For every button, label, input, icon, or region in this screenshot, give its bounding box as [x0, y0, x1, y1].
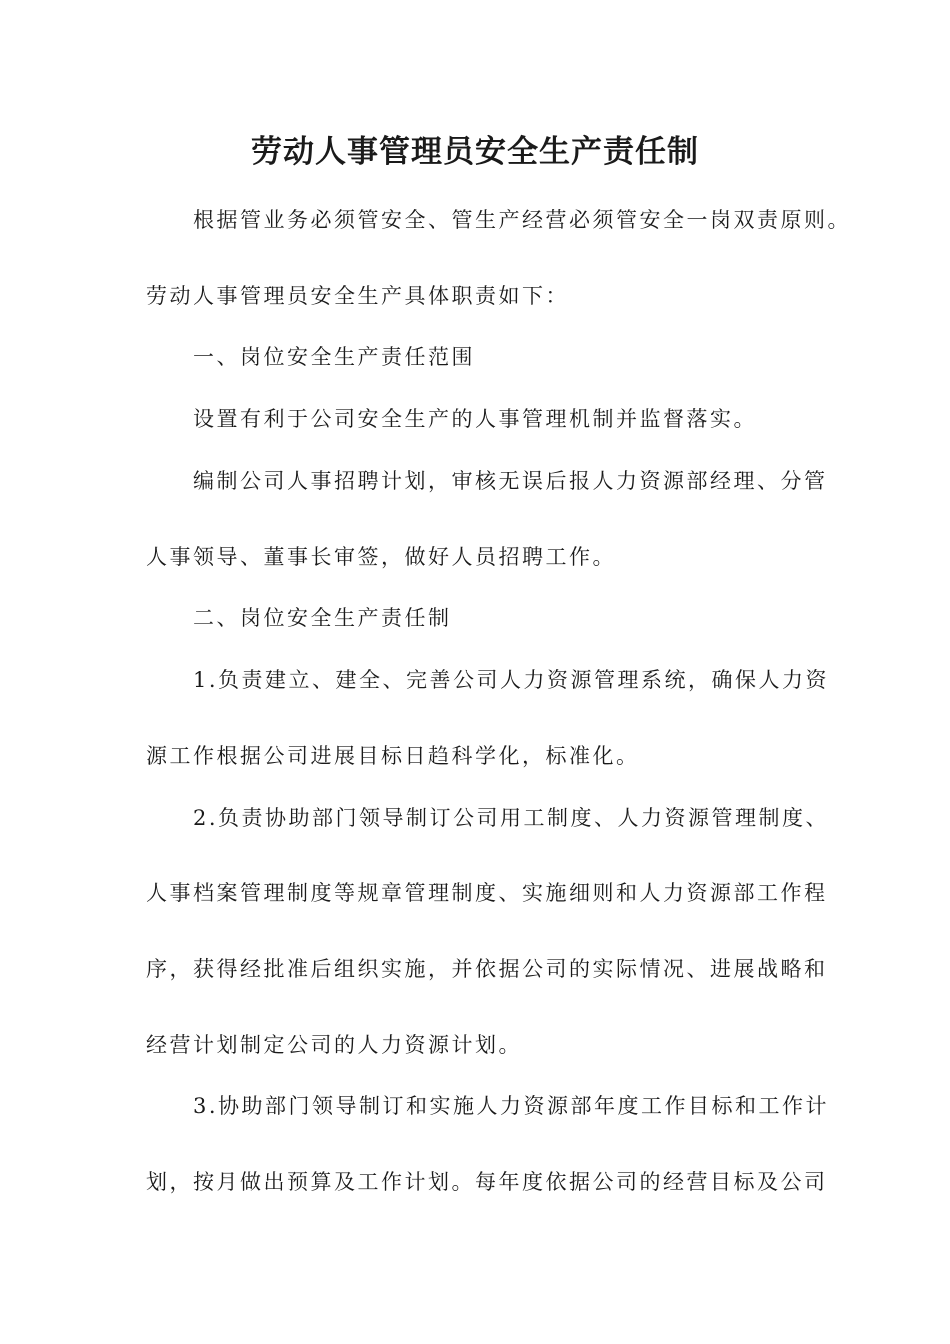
item-3-line-1: 3.协助部门领导制订和实施人力资源部年度工作目标和工作计: [193, 1094, 830, 1118]
item-3-line-2: 划，按月做出预算及工作计划。每年度依据公司的经营目标及公司: [146, 1170, 828, 1194]
paragraph-principle: 根据管业务必须管安全、管生产经营必须管安全一岗双责原则。: [193, 208, 851, 232]
item-2-line-4: 经营计划制定公司的人力资源计划。: [146, 1033, 522, 1057]
item-2-line-3: 序，获得经批准后组织实施，并依据公司的实际情况、进展战略和: [146, 957, 828, 981]
paragraph-duties-intro: 劳动人事管理员安全生产具体职责如下：: [146, 284, 569, 308]
paragraph-scope-1: 设置有利于公司安全生产的人事管理机制并监督落实。: [193, 407, 757, 431]
item-2-line-1: 2.负责协助部门领导制订公司用工制度、人力资源管理制度、: [193, 806, 830, 830]
item-1-line-1: 1.负责建立、建全、完善公司人力资源管理系统，确保人力资: [193, 668, 830, 692]
section-heading-responsibility: 二、岗位安全生产责任制: [193, 606, 452, 630]
paragraph-scope-2-line-2: 人事领导、董事长审签，做好人员招聘工作。: [146, 545, 616, 569]
section-heading-scope: 一、岗位安全生产责任范围: [193, 345, 475, 369]
item-1-line-2: 源工作根据公司进展目标日趋科学化，标准化。: [146, 744, 640, 768]
item-2-line-2: 人事档案管理制度等规章管理制度、实施细则和人力资源部工作程: [146, 881, 828, 905]
document-title: 劳动人事管理员安全生产责任制: [251, 134, 699, 170]
paragraph-scope-2-line-1: 编制公司人事招聘计划，审核无误后报人力资源部经理、分管: [193, 469, 828, 493]
